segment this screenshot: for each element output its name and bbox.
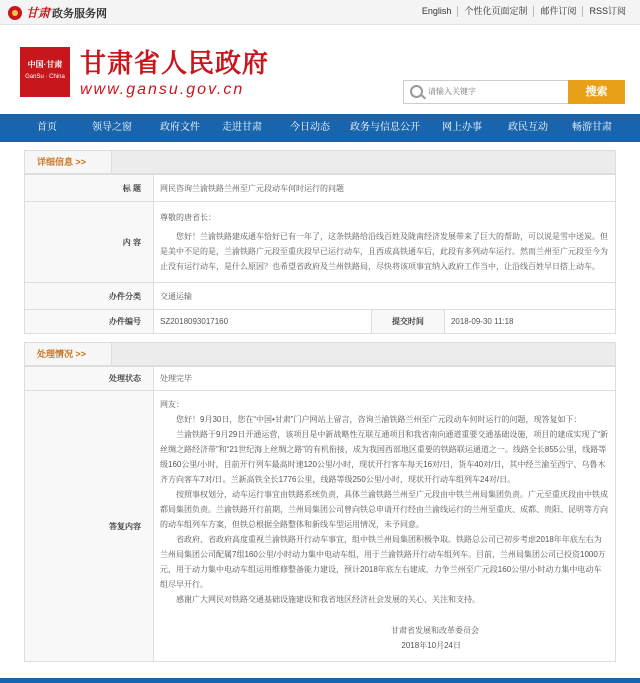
title-value: 网民咨询兰渝铁路兰州至广元段动车何时运行的问题 xyxy=(154,175,616,202)
reply-sign-date: 2018年10月24日 xyxy=(401,641,461,650)
customize-link[interactable]: 个性化页面定制 xyxy=(457,6,533,17)
category-label: 办件分类 xyxy=(25,283,154,310)
nav-leaders[interactable]: 领导之窗 xyxy=(92,122,132,133)
gansu-badge[interactable] xyxy=(20,47,70,97)
reply-label: 答复内容 xyxy=(25,391,154,662)
content-value xyxy=(154,202,616,283)
nav-home[interactable]: 首页 xyxy=(37,122,57,133)
english-link[interactable]: English xyxy=(421,6,452,16)
processing-table xyxy=(24,366,616,662)
nav-about-gansu[interactable]: 走进甘肃 xyxy=(222,122,262,133)
processing-section-header xyxy=(24,342,616,366)
submit-time-value: 2018-09-30 11:18 xyxy=(444,310,615,334)
category-row xyxy=(25,283,616,310)
rss-link[interactable]: RSS订阅 xyxy=(582,6,632,17)
reply-paragraph: 您好！9月30日，您在“中国•甘肃”门户网站上留言，咨询兰渝铁路兰州至广元段动车何时运行的问题，现答复如下： xyxy=(176,415,582,424)
status-row xyxy=(25,367,616,391)
top-links xyxy=(416,6,632,17)
status-value: 处理完毕 xyxy=(154,367,616,391)
brand-text: 甘肃 xyxy=(26,6,51,20)
nav-tourism[interactable]: 畅游甘肃 xyxy=(572,122,612,133)
search-icon xyxy=(410,85,423,98)
reply-sign-org: 甘肃省发展和改革委员会 xyxy=(391,626,479,635)
detail-section-header xyxy=(24,150,616,174)
processing-section-title: 处理情况 >> xyxy=(25,343,112,365)
search-input[interactable] xyxy=(428,84,558,98)
reply-paragraph: 按照事权划分，动车运行事宜由铁路系统负责，具体兰渝铁路兰州至广元段由中铁兰州局集团负责。广元至重庆段由中铁成都局集团负责。兰渝铁路开行前期，兰州局集团公司曾向铁总申请开行经由兰渝线运行的兰州至重庆、成都、贵阳、昆明等方向的动车组列车方案，但铁总根据全路整体和新线车型运用情况，未予同意。 xyxy=(160,490,608,529)
site-header xyxy=(0,25,640,115)
nav-online-service[interactable]: 网上办事 xyxy=(442,122,482,133)
title-row xyxy=(25,175,616,202)
content-row xyxy=(25,202,616,283)
emblem-icon xyxy=(8,6,22,20)
site-title[interactable]: 甘肃省人民政府 xyxy=(80,49,270,79)
main-nav xyxy=(0,114,640,142)
detail-section-title: 详细信息 >> xyxy=(25,151,112,173)
category-value: 交通运输 xyxy=(154,283,616,310)
reply-paragraph: 感谢广大网民对铁路交通基础设施建设和我省地区经济社会发展的关心、关注和支持。 xyxy=(176,595,480,604)
status-label: 处理状态 xyxy=(25,367,154,391)
badge-cn: 中国·甘肃 xyxy=(27,60,63,69)
content-label: 内 容 xyxy=(25,202,154,283)
mail-subscribe-link[interactable]: 邮件订阅 xyxy=(533,6,582,17)
submit-time-label: 提交时间 xyxy=(371,310,444,334)
site-logo[interactable] xyxy=(8,4,107,21)
main-content xyxy=(24,150,616,662)
number-value: SZ2018093017160 xyxy=(154,310,372,334)
reply-value xyxy=(154,391,616,662)
top-bar xyxy=(0,0,640,25)
detail-table xyxy=(24,174,616,334)
search-box xyxy=(403,80,569,104)
nav-documents[interactable]: 政府文件 xyxy=(160,122,200,133)
reply-paragraph: 省政府、省政府高度重视兰渝铁路开行动车事宜，组中铁兰州局集团积极争取。铁路总公司已初步考虑2018年年底左右为兰州局集团公司配属7组160公里/小时动力集中电动车组，用于兰渝铁路开行动车组列车。目前，兰州局集团公司已投资1000万元，用于动力集中电动车组运用维修整备能力建设，预计2018年底左右建成，力争兰州至广元段160公里/小时动力集中电动车组尽早开行。 xyxy=(160,535,606,589)
reply-greeting: 网友： xyxy=(160,400,184,409)
service-name: 政务服务网 xyxy=(52,7,108,20)
footer-bar xyxy=(0,678,640,683)
reply-row xyxy=(25,391,616,662)
number-row xyxy=(25,310,616,334)
badge-en: GanSu · China xyxy=(25,74,65,80)
content-greeting: 尊敬的唐省长： xyxy=(160,213,216,222)
search-button[interactable]: 搜索 xyxy=(568,80,625,104)
number-label: 办件编号 xyxy=(25,310,154,334)
nav-interaction[interactable]: 政民互动 xyxy=(508,122,548,133)
title-label: 标 题 xyxy=(25,175,154,202)
content-body: 您好！兰渝铁路建成通车恰好已有一年了，这条铁路给沿线百姓及陇南经济发展带来了巨大的帮助，可以说是雪中送炭。但是美中不足的是，兰渝铁路广元段至重庆段早已运行动车，且西成高铁通车后，此段有多列动车运行。然而兰州至广元段至今为止没有运行动车，是什么原因？也希望省政府及兰州铁路局，尽快将该项事宜纳入政府工作当中，让沿线百姓早日搭上动车。 xyxy=(160,232,608,271)
site-url: www.gansu.gov.cn xyxy=(80,81,245,98)
nav-today-news[interactable]: 今日动态 xyxy=(290,122,330,133)
reply-paragraph: 兰渝铁路于9月29日开通运营，该项目是中新战略性互联互通项目和我省南向通道重要交通基础设施，项目的建成实现了“新丝绸之路经济带”和“21世纪海上丝绸之路”的有机衔接，成为我国西部地区重要的铁路联运通道之一。线路全长855公里，线路等级160公里/小时，目前开行列车最高时速120公里/小时，现状开行客车每天16对/日，货车40对/日，其中经兰渝至西宁、乌鲁木齐方向客车7对/日。兰新高铁全长1776公里，线路等级250公里/小时，现状开行动车组列车24对/日。 xyxy=(160,430,609,484)
nav-open-info[interactable]: 政务与信息公开 xyxy=(350,122,420,133)
